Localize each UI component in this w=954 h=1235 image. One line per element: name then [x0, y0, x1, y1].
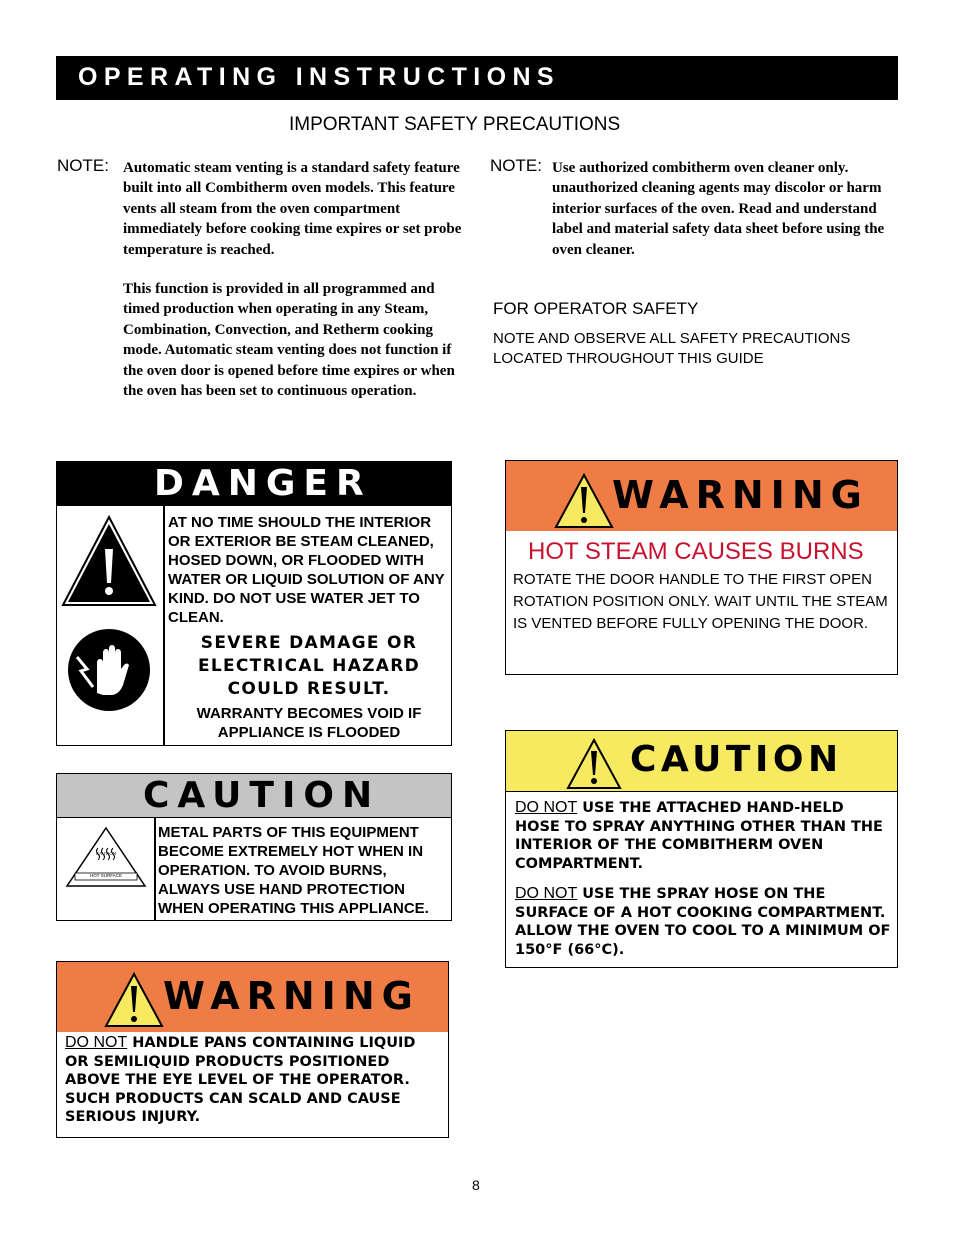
section-banner	[56, 56, 898, 100]
caution-right-do-not-2: DO NOT	[515, 885, 578, 902]
caution-left-heading: CAUTION	[143, 775, 381, 816]
caution-left-box	[56, 773, 452, 921]
warning-right-heading: WARNING	[612, 473, 869, 517]
section-title: OPERATING INSTRUCTIONS	[78, 63, 561, 91]
electrical-hazard-hand-icon	[67, 627, 151, 713]
note-left-para1: Automatic steam venting is a standard safety feature built into all Combitherm oven models. This feature vents all steam from the oven compartment immediately before cooking time expires or set probe temperature is reached.	[123, 160, 462, 258]
caution-right-heading: CAUTION	[630, 739, 843, 780]
caution-left-divider	[154, 818, 156, 920]
caution-right-text-2: USE THE SPRAY HOSE ON THE SURFACE OF A HOT COOKING COMPARTMENT. ALLOW THE OVEN TO COOL TO A MINIMUM OF 150°F (66°C).	[515, 886, 891, 958]
warning-right-header	[506, 461, 897, 531]
warning-left-box	[56, 961, 449, 1138]
operator-safety-body: NOTE AND OBSERVE ALL SAFETY PRECAUTIONS LOCATED THROUGHOUT THIS GUIDE	[493, 330, 851, 367]
operator-safety-heading: FOR OPERATOR SAFETY	[493, 299, 699, 318]
caution-right-body-2	[515, 885, 893, 959]
caution-right-body-1	[515, 799, 893, 873]
caution-right-text-1: USE THE ATTACHED HAND-HELD HOSE TO SPRAY ANYTHING OTHER THAN THE INTERIOR OF THE COMBITHERM OVEN COMPARTMENT.	[515, 800, 883, 872]
danger-emphasis: SEVERE DAMAGE OR ELECTRICAL HAZARD COULD RESULT.	[197, 633, 421, 699]
caution-right-box	[505, 730, 898, 968]
danger-footer: WARRANTY BECOMES VOID IF APPLIANCE IS FLOODED	[196, 705, 422, 741]
note-right-label: NOTE:	[490, 156, 542, 175]
page-number: 8	[472, 1177, 480, 1193]
warning-right-subheading: HOT STEAM CAUSES BURNS	[528, 538, 864, 565]
warning-right-box	[505, 460, 898, 675]
caution-right-do-not-1: DO NOT	[515, 799, 578, 816]
note-left-para2: This function is provided in all programmed and timed production when operating in any Steam, Combination, Convection, and Retherm cooking mode. Automatic steam venting does not function if the oven door is opened before time expires or when the oven has been set to continuous operation.	[123, 281, 455, 400]
danger-text: AT NO TIME SHOULD THE INTERIOR OR EXTERIOR BE STEAM CLEANED, HOSED DOWN, OR FLOODED WITH WATER OR LIQUID SOLUTION OF ANY KIND. DO NOT USE WATER JET TO CLEAN.	[168, 514, 445, 626]
danger-box	[56, 461, 452, 746]
warning-triangle-icon	[61, 515, 157, 607]
warning-left-text: HANDLE PANS CONTAINING LIQUID OR SEMILIQUID PRODUCTS POSITIONED ABOVE THE EYE LEVEL OF THE OPERATOR. SUCH PRODUCTS CAN SCALD AND CAUSE SERIOUS INJURY.	[65, 1035, 416, 1126]
caution-right-header	[506, 731, 897, 792]
note-left-label: NOTE:	[57, 156, 109, 175]
danger-header	[57, 462, 451, 506]
hot-surface-icon	[65, 826, 147, 888]
exclamation-triangle-icon	[104, 972, 164, 1028]
exclamation-triangle-icon	[554, 473, 614, 529]
warning-left-do-not: DO NOT	[65, 1034, 128, 1051]
warning-right-text: ROTATE THE DOOR HANDLE TO THE FIRST OPEN ROTATION POSITION ONLY. WAIT UNTIL THE STEAM IS VENTED BEFORE FULLY OPENING THE DOOR.	[513, 571, 888, 632]
caution-left-header	[57, 774, 451, 818]
warning-left-header	[57, 962, 448, 1032]
warning-left-heading: WARNING	[163, 974, 420, 1018]
hot-surface-icon-strip: HOT SURFACE	[90, 873, 122, 878]
note-right-para1: Use authorized combitherm oven cleaner only. unauthorized cleaning agents may discolor or harm interior surfaces of the oven. Read and understand label and material safety data sheet before using the oven cleaner.	[552, 160, 885, 258]
hot-surface-icon-label: CAUTION	[95, 851, 117, 856]
exclamation-triangle-icon	[566, 738, 622, 790]
danger-heading: DANGER	[154, 463, 372, 504]
caution-left-text: METAL PARTS OF THIS EQUIPMENT BECOME EXTREMELY HOT WHEN IN OPERATION. TO AVOID BURNS, ALWAYS USE HAND PROTECTION WHEN OPERATING THIS APPLIANCE.	[158, 824, 429, 917]
page-subtitle: IMPORTANT SAFETY PRECAUTIONS	[289, 114, 621, 135]
warning-left-body	[65, 1034, 440, 1127]
